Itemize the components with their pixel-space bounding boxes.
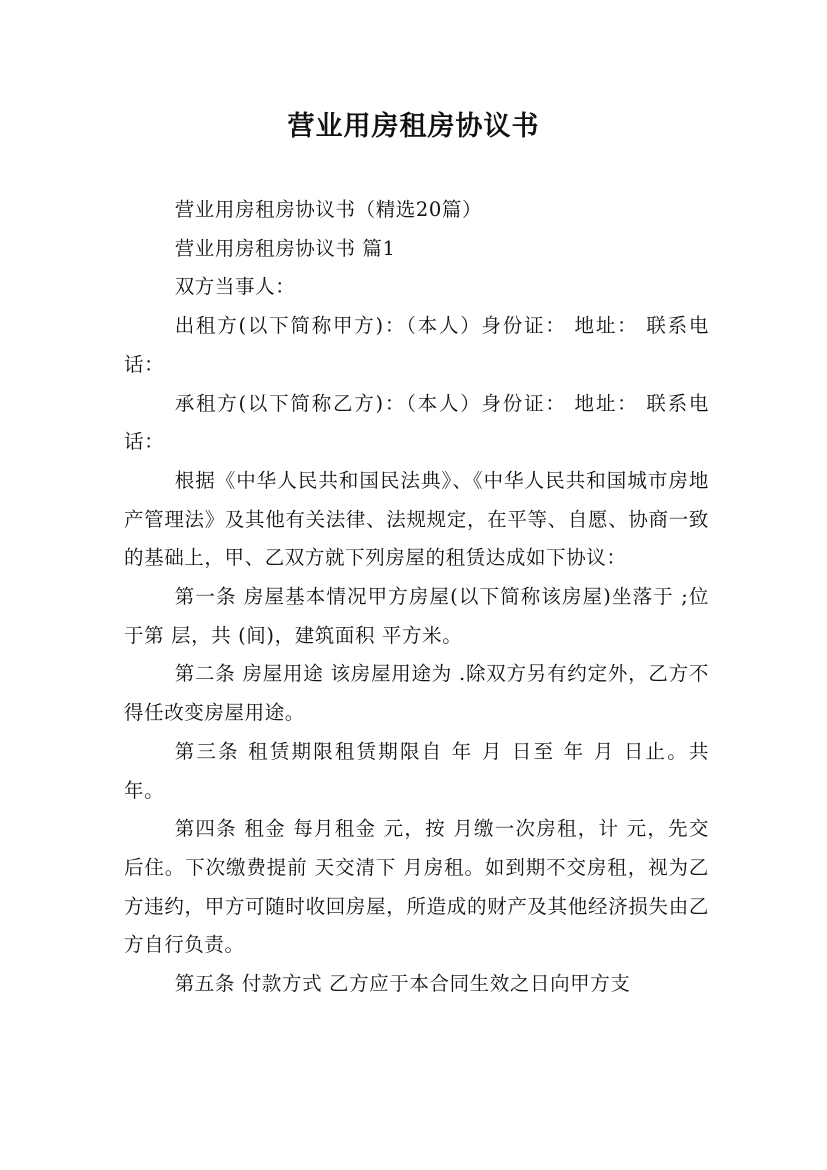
paragraph-article-4: 第四条 租金 每月租金 元，按 月缴一次房租，计 元，先交后住。下次缴费提前 天交清下 月房租。如到期不交房租，视为乙方违约，甲方可随时收回房屋，所造成的财产及其他经济损失由乙方自行负责。 <box>124 817 709 957</box>
paragraph-lessee: 承租方(以下简称乙方)：（本人）身份证： 地址： 联系电话： <box>124 391 709 454</box>
paragraph-section-heading: 营业用房租房协议书 篇1 <box>174 236 396 260</box>
paragraph-article-5: 第五条 付款方式 乙方应于本合同生效之日向甲方支 <box>174 972 631 996</box>
paragraph-parties: 双方当事人： <box>174 275 296 299</box>
paragraph-subtitle: 营业用房租房协议书（精选20篇） <box>174 198 483 221</box>
paragraph-lessor: 出租方(以下简称甲方)：（本人）身份证： 地址： 联系电话： <box>124 314 709 376</box>
document-title: 营业用房租房协议书 <box>287 111 540 142</box>
paragraph-article-2: 第二条 房屋用途 该房屋用途为 .除双方另有约定外，乙方不得任改变房屋用途。 <box>124 662 709 725</box>
document-body <box>124 191 709 1004</box>
paragraph-article-1: 第一条 房屋基本情况甲方房屋(以下简称该房屋)坐落于 ;位于第 层，共 (间)，建筑面积 平方米。 <box>124 585 709 647</box>
paragraph-article-3: 第三条 租赁期限租赁期限自 年 月 日至 年 月 日止。共 年。 <box>124 739 709 802</box>
paragraph-legal-basis: 根据《中华人民共和国民法典》、《中华人民共和国城市房地产管理法》及其他有关法律、法规规定，在平等、自愿、协商一致的基础上，甲、乙双方就下列房屋的租赁达成如下协议： <box>124 468 709 570</box>
